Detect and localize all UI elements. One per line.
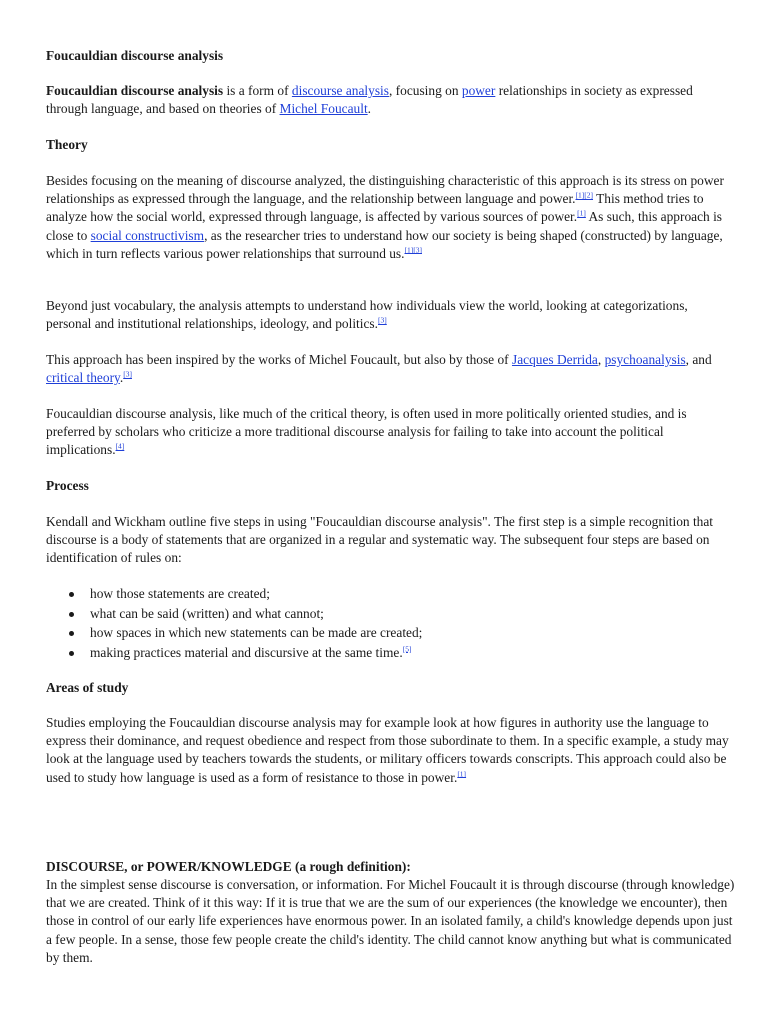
bullet-dot — [69, 631, 74, 636]
link-social-constructivism[interactable]: social constructivism — [90, 227, 205, 243]
link-discourse-analysis[interactable]: discourse analysis — [291, 83, 389, 98]
list-item: how spaces in which new statements can be made are created; — [46, 624, 736, 644]
link-psychoanalysis[interactable]: psychoanalysis — [604, 352, 686, 367]
citation-link[interactable]: [1] — [457, 769, 467, 779]
link-michel-foucault[interactable]: Michel Foucault — [279, 101, 368, 117]
citation-link[interactable]: [1][2] — [575, 190, 594, 200]
citation-link[interactable]: [3] — [378, 315, 387, 325]
citation-link[interactable]: [3] — [123, 369, 132, 379]
theory-paragraph-1: Besides focusing on the meaning of discourse analyzed, the distinguishing characteristic of this approach is its stress on power relationships as expressed through the language, and the relationship between language and power.[1][2] This method tries to analyze how the social world, expressed through language, is affected by various sources of power.[1] As such, this approach is close to social constructivism, as the researcher tries to understand how our society is being shaped (constructed) by language, which in turn reflects various power relationships that surround us.[1][3] — [46, 173, 724, 261]
citation-link[interactable]: [1][3] — [404, 245, 422, 255]
areas-heading: Areas of study — [46, 680, 129, 695]
bullet-dot — [69, 651, 74, 656]
process-heading: Process — [46, 478, 89, 493]
citation-link[interactable]: [4] — [115, 441, 125, 451]
discourse-paragraph: In the simplest sense discourse is conversation, or information. For Michel Foucault it is through discourse (through knowledge) that we are created. Think of it this way: If it is true that we are the sum of our experiences (the knowledge we encounter), then those in control of our early life experiences have enormous power. In an isolated family, a child's knowledge depends upon just a few people. In a sense, those few people create the child's identity. The child cannot know anything but what is communicated by them. — [46, 877, 735, 965]
intro-paragraph: Foucauldian discourse analysis is a form of discourse analysis, focusing on power relationships in society as expressed through language, and based on theories of Michel Foucault. — [46, 83, 693, 117]
intro-bold-term: Foucauldian discourse analysis — [46, 83, 224, 98]
theory-paragraph-2: Beyond just vocabulary, the analysis attempts to understand how individuals view the world, looking at categorizations, personal and institutional relationships, ideology, and politics.[3] — [46, 298, 688, 332]
theory-paragraph-3: This approach has been inspired by the works of Michel Foucault, but also by those of Jacques Derrida, psychoanalysis, and critical theory.[3] — [46, 352, 712, 386]
process-paragraph: Kendall and Wickham outline five steps in using "Foucauldian discourse analysis". The first step is a simple recognition that discourse is a body of statements that are organized in a regular and systematic way. The subsequent four steps are based on identification of rules on: — [46, 514, 714, 566]
theory-heading: Theory — [46, 137, 88, 152]
discourse-heading: DISCOURSE, or POWER/KNOWLEDGE (a rough definition): — [46, 859, 411, 874]
citation-link[interactable]: [5] — [402, 644, 412, 654]
areas-paragraph: Studies employing the Foucauldian discourse analysis may for example look at how figures in authority use the language to express their dominance, and request obedience and respect from those subordinate to them. In a specific example, a study may look at the language used by teachers towards the students, or military officers towards conscripts. This approach could also be used to study how language is used as a form of resistance to those in power.[1] — [46, 715, 729, 785]
theory-paragraph-4: Foucauldian discourse analysis, like much of the critical theory, is often used in more politically oriented studies, and is preferred by scholars who criticize a more traditional discourse analysis for failing to take into account the political implications.[4] — [46, 406, 687, 458]
list-item: what can be said (written) and what cannot; — [46, 605, 736, 625]
bullet-dot — [69, 592, 74, 597]
list-item: how those statements are created; — [46, 585, 736, 605]
process-steps-list — [46, 585, 736, 663]
link-power[interactable]: power — [461, 83, 496, 98]
link-jacques-derrida[interactable]: Jacques Derrida — [511, 352, 598, 367]
list-item: making practices material and discursive at the same time.[5] — [46, 644, 736, 664]
link-critical-theory[interactable]: critical theory — [46, 370, 120, 386]
document-title: Foucauldian discourse analysis — [46, 48, 224, 63]
citation-link[interactable]: [1] — [577, 208, 586, 218]
bullet-dot — [69, 612, 74, 617]
